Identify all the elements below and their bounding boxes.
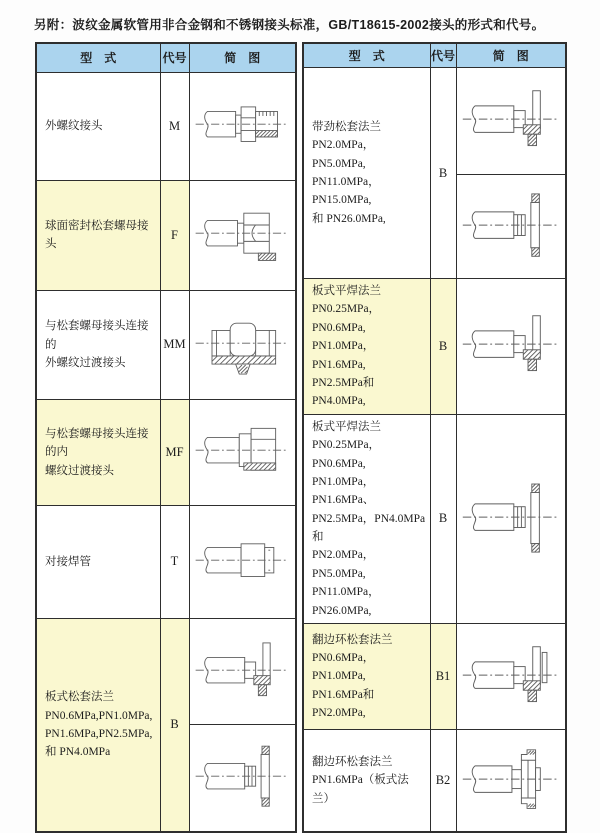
type-line: PN1.6MPa和PN2.0MPa, [312, 688, 375, 720]
type-line: 对接焊管 [45, 555, 91, 568]
flanged-ring-loose-flange-diagram [459, 641, 563, 713]
type-cell [303, 68, 430, 279]
column-header-sketch: 简 图 [189, 43, 296, 72]
type-line: 与松套螺母接头连接的内 [45, 427, 149, 459]
table-row [36, 399, 296, 506]
neck-loose-flange-up-diagram [459, 85, 563, 157]
page-title: 另附：波纹金属软管用非合金钢和不锈钢接头标准，GB/T18615-2002接头的形式和代号。 [34, 18, 545, 32]
spherical-seal-loose-nut-fitting-diagram [192, 199, 292, 271]
type-cell [36, 72, 160, 180]
type-line: 板式松套法兰 [45, 691, 114, 704]
type-line: PN0.6MPa，PN1.0MPa, [312, 651, 375, 683]
type-line: 翻边环松套法兰 [312, 755, 393, 768]
sketch-cell [189, 290, 296, 399]
code-cell: B [160, 618, 189, 832]
table-row [303, 624, 566, 730]
plate-weld-flange-tall-diagram [459, 483, 563, 555]
column-header-type: 型 式 [303, 43, 430, 68]
sketch-cell [189, 399, 296, 506]
column-header-code: 代号 [160, 43, 189, 72]
type-line: PN2.5MPa，PN4.0MPa和 [312, 512, 426, 544]
fittings-table-left [35, 42, 297, 833]
plate-weld-flange-diagram [459, 310, 563, 382]
table-row [36, 506, 296, 619]
sketch-cell [456, 414, 566, 623]
type-line: PN1.6MPa（板式法兰） [312, 774, 409, 805]
table-row [303, 279, 566, 415]
code-cell: MM [160, 290, 189, 399]
sketch-cell [189, 72, 296, 180]
type-line: 和 PN26.0MPa, [312, 212, 386, 225]
table-row [303, 414, 566, 623]
sketch-cell [189, 180, 296, 290]
type-cell [36, 506, 160, 619]
sketch-cell [456, 175, 566, 279]
flanged-ring-plate-flange-diagram [459, 745, 563, 817]
type-line: PN2.0MPa，PN5.0MPa, [312, 549, 375, 580]
butt-weld-pipe-diagram [192, 526, 292, 598]
type-cell [303, 414, 430, 623]
type-line: PN0.25MPa，PN0.6MPa, [312, 303, 381, 334]
type-line: 翻边环松套法兰 [312, 633, 393, 646]
type-line: PN1.0MPa，PN1.6MPa, [312, 340, 375, 371]
fittings-table-right [302, 42, 567, 833]
code-cell: B1 [430, 624, 456, 730]
code-cell: B [430, 279, 456, 415]
type-line: 螺纹过渡接头 [45, 464, 114, 477]
column-header-sketch: 简 图 [456, 43, 566, 68]
type-line: 板式平焊法兰 [312, 285, 381, 297]
sketch-cell [456, 68, 566, 175]
type-line: 带劲松套法兰 [312, 120, 381, 133]
type-line: 外螺纹接头 [45, 120, 103, 132]
male-thread-adapter-diagram [192, 309, 292, 381]
code-cell: F [160, 180, 189, 290]
type-line: 球面密封松套螺母接头 [45, 219, 149, 251]
code-cell: M [160, 72, 189, 180]
sketch-cell [456, 624, 566, 730]
type-line: 和 PN4.0MPa [45, 746, 111, 759]
column-header-type: 型 式 [36, 43, 160, 72]
type-line: PN2.5MPa和PN4.0MPa, [312, 376, 375, 408]
column-header-code: 代号 [430, 43, 456, 68]
type-cell [303, 279, 430, 415]
table-row [36, 72, 296, 180]
type-line: PN1.0MPa，PN1.6MPa、 [312, 475, 375, 507]
sketch-cell [456, 279, 566, 415]
table-row [303, 730, 566, 833]
type-line: PN0.25MPa，PN0.6MPa, [312, 439, 381, 470]
table-row [36, 290, 296, 399]
plate-loose-flange-collar-diagram [192, 742, 292, 814]
type-line: PN0.6MPa,PN1.0MPa, [45, 709, 153, 722]
code-cell: B2 [430, 730, 456, 833]
table-row [303, 68, 566, 175]
male-thread-fitting-diagram [192, 90, 292, 162]
sketch-cell [189, 506, 296, 619]
fitting-tables [35, 42, 567, 833]
type-cell [36, 618, 160, 832]
table-row [36, 180, 296, 290]
code-cell: T [160, 506, 189, 619]
type-line: PN11.0MPa，PN26.0MPa, [312, 586, 380, 617]
type-line: 板式平焊法兰 [312, 420, 381, 433]
type-cell [36, 290, 160, 399]
type-cell [303, 624, 430, 730]
sketch-cell [189, 618, 296, 725]
plate-loose-flange-up-diagram [192, 636, 292, 708]
type-line: PN1.6MPa,PN2.5MPa, [45, 727, 153, 740]
type-line: PN2.0MPa，PN5.0MPa, [312, 139, 375, 170]
code-cell: B [430, 414, 456, 623]
neck-loose-flange-collar-diagram [459, 191, 563, 263]
type-line: 外螺纹过渡接头 [45, 356, 126, 369]
sketch-cell [189, 725, 296, 832]
type-line: 与松套螺母接头连接的 [45, 320, 149, 351]
sketch-cell [456, 730, 566, 833]
female-thread-adapter-diagram [192, 416, 292, 488]
type-cell [36, 399, 160, 506]
code-cell: B [430, 68, 456, 279]
type-cell [303, 730, 430, 833]
table-row [36, 618, 296, 725]
type-cell [36, 180, 160, 290]
type-line: PN11.0MPa，PN15.0MPa, [312, 176, 380, 207]
code-cell: MF [160, 399, 189, 506]
